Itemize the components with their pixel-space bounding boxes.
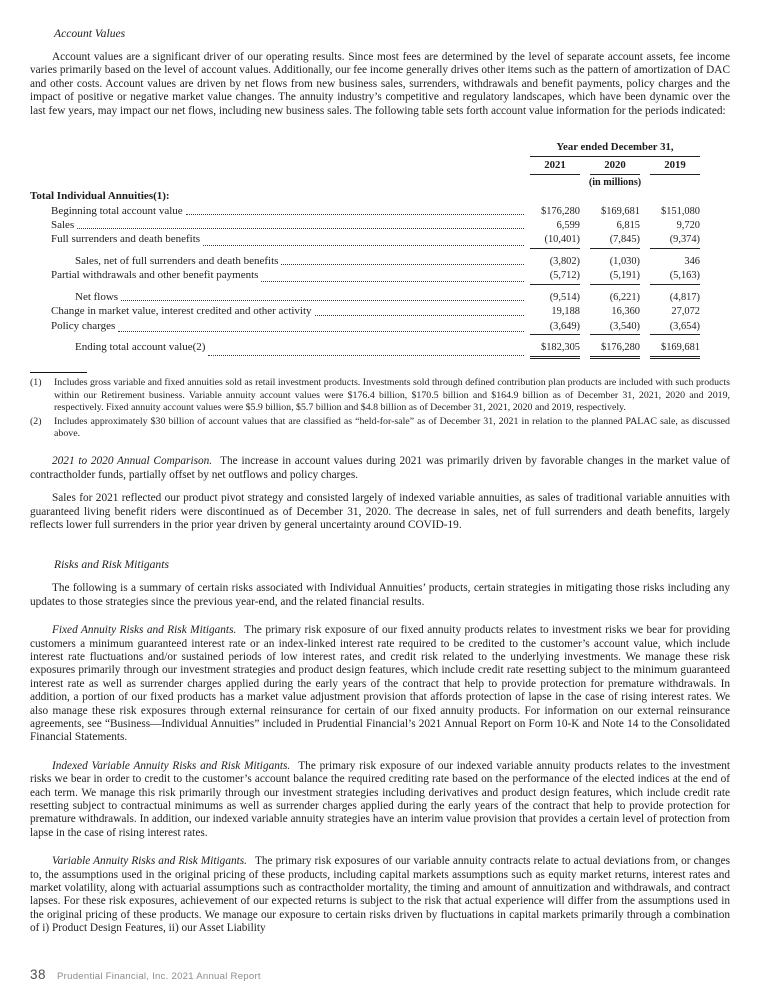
row-value-2019: (4,817) — [669, 291, 700, 303]
account-values-table — [30, 141, 730, 359]
dot-leader — [77, 228, 524, 229]
row-value-2019: $169,681 — [650, 341, 700, 359]
table-row — [30, 255, 730, 268]
footnote-text: Includes approximately $30 billion of account values that are classified as “held-for-sale” as of December 31, 2021 in relation to the planned PALAC sale, as discussed above. — [54, 415, 730, 440]
paragraph-annual-comparison — [30, 455, 730, 482]
row-value-2021: $176,280 — [541, 205, 580, 217]
fixed-annuity-text: The primary risk exposure of our fixed annuity products relates to investment risks we bear for providing customers a minimum guaranteed interest rate or an index-linked interest rate required to be credited to the customer’s account value, which include interest rate fluctuations and/or sustained periods of low interest rates, and credit risk related to the underlying investments. We manage these risk exposures primarily through our investment strategies and product design features, which include credit rate resetting subject to the minimum guaranteed interest rate as well as surrender charges applied during the early years of the contract that help to provide protection for premature withdrawals. In addition, a portion of our fixed products has a market value adjustment provision that affords protection of lapse in the case of rising interest rates. We also manage these risk exposures through external reinsurance for certain of our fixed annuity products. For information on our external reinsurance agreements, see “Business—Individual Annuities” included in Prudential Financial’s 2021 Annual Report on Form 10-K and Note 14 to the Consolidated Financial Statements. — [30, 624, 730, 744]
column-header-2021: 2021 — [530, 159, 580, 174]
page-footer — [30, 967, 261, 982]
row-label: Ending total account value(2) — [75, 340, 206, 353]
table-year-columns — [530, 159, 700, 174]
table-row — [30, 205, 730, 218]
indexed-variable-annuity-text: The primary risk exposure of our indexed variable annuity products relates to the investment risks we bear in order to credit to the customer’s account balance the required crediting rate based on the performance of the elected indices at the end of each term. We manage this risk primarily through our investment strategies including derivatives and product design features, which include credit rate resetting subject to contractual minimums as well as surrender charges applied during the early years of the contract that help to provide protection for premature withdrawals. In addition, our indexed variable annuity strategies have an interim value provision that provides a certain level of protection from lapse in the case of rising interest rates. — [30, 759, 731, 839]
row-value-2019: (5,163) — [650, 269, 700, 284]
row-value-2020: $176,280 — [590, 341, 640, 359]
indexed-variable-annuity-lead: Indexed Variable Annuity Risks and Risk Mitigants. — [52, 759, 291, 772]
dot-leader — [121, 300, 524, 301]
row-label: Full surrenders and death benefits — [51, 233, 201, 246]
table-header — [530, 141, 700, 189]
footnote — [30, 377, 730, 414]
table-row — [30, 190, 730, 203]
row-value-2020: (3,540) — [590, 320, 640, 335]
column-header-2020: 2020 — [590, 159, 640, 174]
row-value-2019: 9,720 — [676, 220, 700, 232]
variable-annuity-lead: Variable Annuity Risks and Risk Mitigants. — [52, 855, 247, 868]
dot-leader — [315, 315, 524, 316]
dot-leader — [203, 245, 524, 246]
fixed-annuity-lead: Fixed Annuity Risks and Risk Mitigants. — [52, 624, 237, 637]
footnote-marker: (1) — [30, 377, 42, 389]
table-row — [30, 341, 730, 359]
row-label: Sales, net of full surrenders and death benefits — [75, 254, 279, 267]
row-value-2021: (5,712) — [530, 269, 580, 284]
dot-leader — [261, 281, 524, 282]
row-label: Sales — [51, 219, 75, 232]
row-value-2021: (10,401) — [530, 233, 580, 248]
table-units-label: (in millions) — [588, 176, 642, 188]
heading-account-values: Account Values — [54, 27, 126, 40]
row-value-2019: (3,654) — [650, 320, 700, 335]
footnote — [30, 416, 730, 440]
row-value-2020: (5,191) — [590, 269, 640, 284]
row-value-2021: (3,649) — [530, 320, 580, 335]
row-label: Policy charges — [51, 319, 116, 332]
row-label: Net flows — [75, 290, 119, 303]
row-label: Change in market value, interest credited and other activity — [51, 305, 312, 318]
row-value-2020: (1,030) — [609, 255, 640, 267]
page-number: 38 — [30, 967, 47, 982]
footnote-marker: (2) — [30, 415, 42, 427]
row-value-2021: 6,599 — [556, 220, 580, 232]
row-value-2019: 346 — [684, 255, 700, 267]
row-value-2019: $151,080 — [661, 205, 700, 217]
row-value-2020: $169,681 — [601, 205, 640, 217]
annual-comparison-lead: 2021 to 2020 Annual Comparison. — [52, 455, 213, 468]
paragraph-sales: Sales for 2021 reflected our product pivot strategy and consisted largely of indexed variable annuities, as sales of traditional variable annuities with guaranteed living benefit riders were discontinued as of December 31, 2020. The decrease in sales, net of full surrenders and death benefits, largely reflects lower full surrenders in the prior year driven by general uncertainty around COVID-19. — [30, 492, 730, 531]
row-value-2020: (6,221) — [609, 291, 640, 303]
table-row — [30, 219, 730, 232]
table-row — [30, 320, 730, 335]
row-value-2021: (9,514) — [549, 291, 580, 303]
table-row — [30, 233, 730, 248]
row-label: Partial withdrawals and other benefit payments — [51, 269, 259, 282]
row-value-2021: 19,188 — [551, 306, 580, 318]
dot-leader — [118, 331, 524, 332]
heading-risks: Risks and Risk Mitigants — [54, 558, 169, 572]
paragraph-risks-intro: The following is a summary of certain risks associated with Individual Annuities’ products, certain strategies in mitigating those risks including any updates to those strategies since the previous year-end, and the related financial results. — [30, 582, 730, 608]
row-value-2021: $182,305 — [530, 341, 580, 359]
dot-leader — [208, 355, 524, 356]
table-row — [30, 305, 730, 318]
footnotes — [30, 377, 730, 440]
footnote-divider — [30, 372, 87, 373]
row-value-2021: (3,802) — [549, 255, 580, 267]
table-row — [30, 291, 730, 304]
table-body — [30, 190, 730, 359]
row-value-2020: 6,815 — [616, 220, 640, 232]
footnote-text: Includes gross variable and fixed annuities sold as retail investment products. Investments sold through defined contribution plan products are included with such products within our Retirement business. Variable annuity account values were $176.4 billion, $170.5 billion and $164.9 billion as of December 31, 2021, 2020 and 2019, respectively. Fixed annuity account values were $5.9 billion, $5.7 billion and $4.8 billion as of December 31, 2021, 2020 and 2019, respectively. — [54, 377, 730, 413]
variable-annuity-text: The primary risk exposures of our variable annuity contracts relate to actual deviations from, or changes to, the assumptions used in the original pricing of these products, including capital markets assumptions such as equity market returns, interest rates and market volatility, along with actuarial assumptions such as contractholder mortality, the timing and amount of annuitization and withdrawals, and contract lapses. For these risk exposures, achievement of our expected returns is subject to the risk that actual experience will differ from the assumptions used in the original pricing of these products. We manage our exposure to certain risks driven by fluctuations in capital markets primarily through a combination of i) Product Design Features, ii) our Asset Liability — [30, 855, 730, 935]
dot-leader — [186, 214, 524, 215]
paragraph-account-values-intro: Account values are a significant driver of our operating results. Since most fees are determined by the level of separate account assets, fee income varies primarily based on the level of account values. Additionally, our fee income generally drives other items such as the pattern of amortization of DAC and other costs. Account values are driven by net flows from new business sales, surrenders, withdrawals and benefit payments, policy charges and the impact of positive or negative market value changes. The annuity industry’s competitive and regulatory landscapes, which have been dynamic over the last few years, may impact our net flows, including new business sales. The following table sets forth account value information for the periods indicated: — [30, 51, 730, 117]
annual-comparison-text: The increase in account values during 2021 was primarily driven by favorable changes in the market value of contractholder funds, partially offset by net outflows and policy charges. — [30, 455, 730, 481]
footer-report-title: Prudential Financial, Inc. 2021 Annual Report — [57, 971, 261, 982]
row-label: Beginning total account value — [51, 204, 183, 217]
table-header-period: Year ended December 31, — [530, 141, 700, 157]
row-value-2019: (9,374) — [650, 233, 700, 248]
row-value-2020: (7,845) — [590, 233, 640, 248]
paragraph-indexed-variable-annuity-risks — [30, 760, 730, 840]
table-row — [30, 269, 730, 284]
row-value-2019: 27,072 — [671, 306, 700, 318]
row-value-2020: 16,360 — [611, 306, 640, 318]
dot-leader — [281, 264, 524, 265]
column-header-2019: 2019 — [650, 159, 700, 174]
paragraph-variable-annuity-risks — [30, 855, 730, 935]
paragraph-fixed-annuity-risks — [30, 624, 730, 745]
row-label: Total Individual Annuities(1): — [30, 190, 170, 203]
